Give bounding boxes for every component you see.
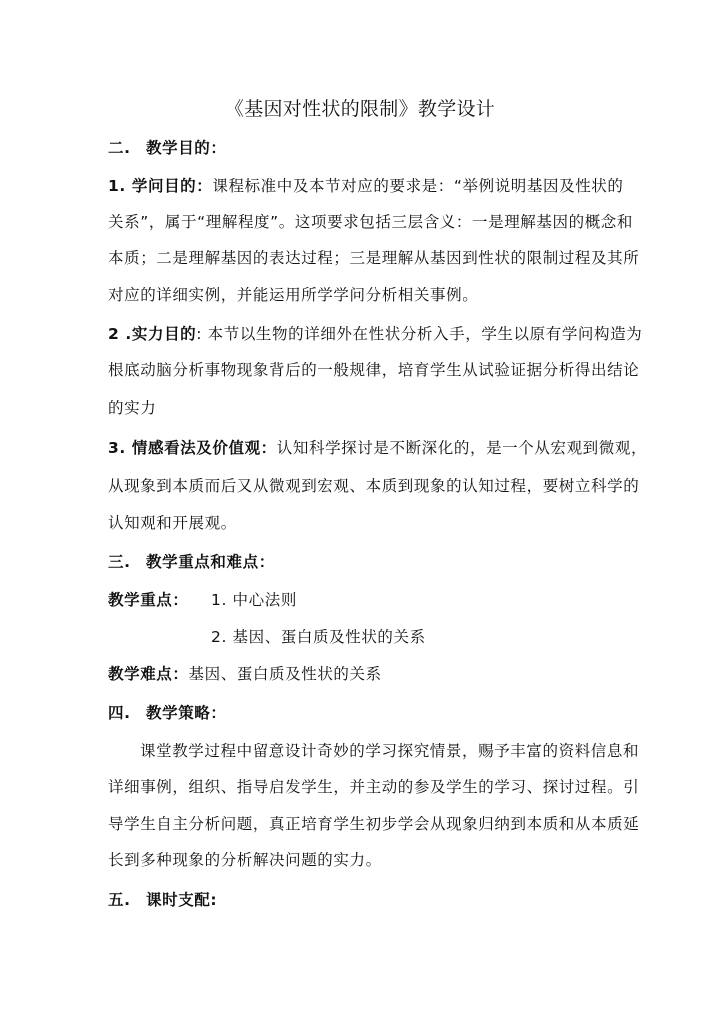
- goal-3-text: 认知科学探讨是不断深化的，是一个从宏观到微观，: [276, 439, 648, 457]
- section-heading-strategy: [108, 701, 668, 723]
- section-number: 五.: [108, 891, 131, 909]
- goal-2-line-3: 的实力: [108, 399, 157, 417]
- section-title: 课时支配:: [146, 891, 218, 909]
- section-number: 三.: [108, 553, 131, 571]
- strategy-line-1: 课堂教学过程中留意设计奇妙的学习探究情景，赐予丰富的资料信息和: [140, 742, 640, 760]
- goal-2-label: 2 .实力目的: [108, 325, 197, 343]
- strategy-line-3: 导学生自主分析问题，真正培育学生初步学会从现象归纳到本质和从本质延: [108, 815, 640, 833]
- goal-1-line-1: [108, 174, 668, 196]
- goal-3-line-1: [108, 436, 668, 458]
- goal-1-label: 1. 学问目的：: [108, 177, 213, 195]
- section-number: 二.: [108, 139, 131, 157]
- section-title: 教学策略：: [146, 704, 227, 722]
- section-title: 教学重点和难点：: [146, 553, 275, 571]
- goal-3-line-2: 从现象到本质而后又从微观到宏观、本质到现象的认知过程，要树立科学的: [108, 477, 640, 495]
- key-point-item-2: 2. 基因、蛋白质及性状的关系: [211, 628, 426, 646]
- document-title: 《基因对性状的限制》教学设计: [224, 98, 496, 120]
- key-point-item-1: 1. 中心法则: [211, 591, 297, 609]
- goal-2-line-1: [108, 322, 668, 344]
- goal-3-line-3: 认知观和开展观。: [108, 514, 237, 532]
- section-heading-schedule: [108, 888, 668, 910]
- section-title: 教学目的：: [146, 139, 227, 157]
- section-number: 四.: [108, 704, 131, 722]
- goal-2-text: : 本节以生物的详细外在性状分析入手，学生以原有学问构造为: [196, 325, 643, 343]
- goal-1-line-2: 关系”，属于“理解程度”。这项要求包括三层含义：一是理解基因的概念和: [108, 213, 633, 231]
- goal-1-line-3: 本质；二是理解基因的表达过程；三是理解从基因到性状的限制过程及其所: [108, 249, 640, 267]
- goal-3-label: 3. 情感看法及价值观：: [108, 439, 277, 457]
- difficulty-label: 教学难点：: [108, 665, 189, 683]
- key-points-label: 教学重点：: [108, 591, 189, 609]
- difficulty-line: [108, 662, 668, 684]
- goal-2-line-2: 根底动脑分析事物现象背后的一般规律，培育学生从试验证据分析得出结论: [108, 361, 640, 379]
- section-heading-key-points: [108, 550, 668, 572]
- goal-1-line-4: 对应的详细实例，并能运用所学学问分析相关事例。: [108, 286, 479, 304]
- difficulty-text: 基因、蛋白质及性状的关系: [188, 665, 382, 683]
- strategy-line-4: 长到多种现象的分析解决问题的实力。: [108, 851, 382, 869]
- section-heading-goals: [108, 136, 668, 158]
- strategy-line-2: 详细事例，组织、指导启发学生，并主动的参及学生的学习、探讨过程。引: [108, 778, 640, 796]
- goal-1-text: 课程标准中及本节对应的要求是：“举例说明基因及性状的: [212, 177, 624, 195]
